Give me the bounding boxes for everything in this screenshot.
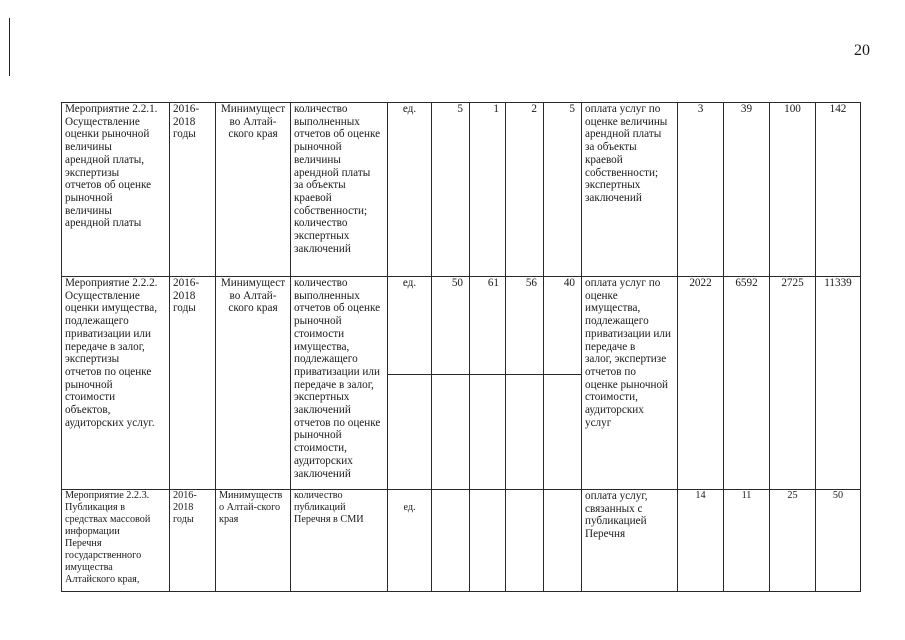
value-cell <box>470 490 506 592</box>
event-name-cell: Мероприятие 2.2.1. Осуществление оценки рыночной величины арендной платы, экспертизы отчетов об оценке рыночной величины арендной платы <box>62 103 170 277</box>
finance-cell: 39 <box>724 103 770 277</box>
finance-cell: 6592 <box>724 277 770 490</box>
finance-cell: 11339 <box>816 277 861 490</box>
table-row <box>62 103 861 277</box>
expense-cell: оплата услуг по оценке величины арендной платы за объекты краевой собственности; экспертных заключений <box>582 103 678 277</box>
period-cell: 2016- 2018 годы <box>170 103 216 277</box>
finance-cell: 100 <box>770 103 816 277</box>
finance-cell: 25 <box>770 490 816 592</box>
indicator-cell: количество выполненных отчетов об оценке рыночной величины арендной платы за объекты краевой собственности; количество экспертных заключений <box>291 103 388 277</box>
expense-cell: оплата услуг, связанных с публикацией Перечня <box>582 490 678 592</box>
value-cell <box>544 490 582 592</box>
program-events-table <box>61 102 861 592</box>
indicator-cell: количество публикаций Перечня в СМИ <box>291 490 388 592</box>
unit-cell: ед. <box>388 490 432 592</box>
table-row <box>62 490 861 592</box>
empty-cell <box>544 375 582 490</box>
expense-cell: оплата услуг по оценке имущества, подлежащего приватизации или передаче в залог, экспертизе отчетов по оценке рыночной стоимости, аудиторских услуг <box>582 277 678 490</box>
value-cell: 61 <box>470 277 506 375</box>
indicator-cell: количество выполненных отчетов об оценке рыночной стоимости имущества, подлежащего приватизации или передаче в залог, экспертных заключений отчетов по оценке рыночной стоимости, аудиторских заключений <box>291 277 388 490</box>
value-cell: 5 <box>432 103 470 277</box>
executor-cell: Минимущест во Алтай- ского края <box>216 277 291 490</box>
finance-cell: 2725 <box>770 277 816 490</box>
value-cell: 50 <box>432 277 470 375</box>
event-name-cell: Мероприятие 2.2.2. Осуществление оценки имущества, подлежащего приватизации или передаче в залог, экспертизы отчетов по оценке рыночной стоимости объектов, аудиторских услуг. <box>62 277 170 490</box>
table-row <box>62 277 861 375</box>
period-cell: 2016- 2018 годы <box>170 277 216 490</box>
value-cell <box>506 490 544 592</box>
value-cell: 56 <box>506 277 544 375</box>
value-cell: 1 <box>470 103 506 277</box>
finance-cell: 142 <box>816 103 861 277</box>
empty-cell <box>470 375 506 490</box>
value-cell: 2 <box>506 103 544 277</box>
period-cell: 2016- 2018 годы <box>170 490 216 592</box>
executor-cell: Минимущест во Алтай- ского края <box>216 103 291 277</box>
margin-line <box>9 18 10 76</box>
empty-cell <box>506 375 544 490</box>
finance-cell: 14 <box>678 490 724 592</box>
page-number: 20 <box>854 42 870 59</box>
event-name-cell: Мероприятие 2.2.3. Публикация в средствах массовой информации Перечня государственного имущества Алтайского края, <box>62 490 170 592</box>
finance-cell: 11 <box>724 490 770 592</box>
executor-cell: Минимуществ о Алтай-ского края <box>216 490 291 592</box>
empty-cell <box>388 375 432 490</box>
finance-cell: 2022 <box>678 277 724 490</box>
unit-cell: ед. <box>388 103 432 277</box>
unit-cell: ед. <box>388 277 432 375</box>
value-cell: 40 <box>544 277 582 375</box>
value-cell: 5 <box>544 103 582 277</box>
finance-cell: 50 <box>816 490 861 592</box>
empty-cell <box>432 375 470 490</box>
finance-cell: 3 <box>678 103 724 277</box>
value-cell <box>432 490 470 592</box>
